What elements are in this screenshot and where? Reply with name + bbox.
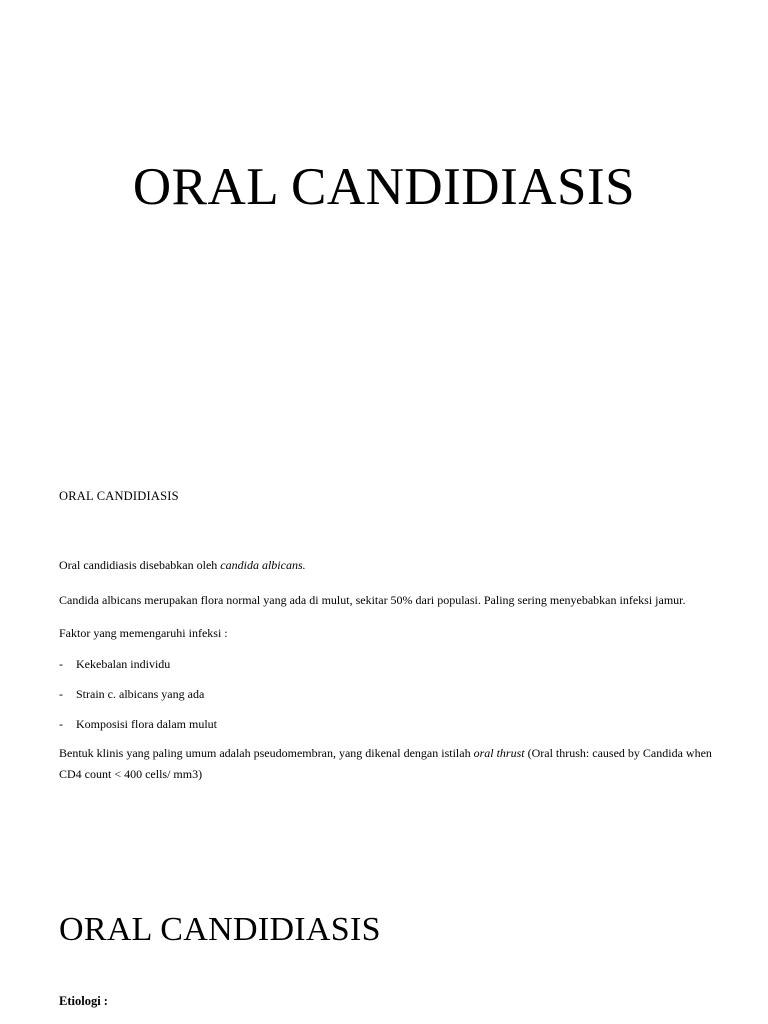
section-heading: ORAL CANDIDIASIS xyxy=(59,489,179,503)
paragraph-factors: Faktor yang memengaruhi infeksi : xyxy=(59,626,228,640)
bullet-dash: - xyxy=(59,657,63,671)
subheading-etiology: Etiologi : xyxy=(59,994,108,1008)
bullet-dash: - xyxy=(59,717,63,731)
bullet-dash: - xyxy=(59,687,63,701)
section-title: ORAL CANDIDIASIS xyxy=(59,911,381,948)
list-item-text: Kekebalan individu xyxy=(76,657,171,671)
paragraph-flora: Candida albicans merupakan flora normal yang ada di mulut, sekitar 50% dari populasi. Paling sering menyebabkan infeksi jamur. xyxy=(59,593,686,607)
list-item xyxy=(59,715,719,733)
list-item xyxy=(59,655,719,673)
paragraph-clinical-text: Bentuk klinis yang paling umum adalah pseudomembran, yang dikenal dengan istilah xyxy=(59,746,474,760)
paragraph-clinical-rest: (Oral thrush: caused by Candida when CD4 count < 400 cells/ mm3) xyxy=(59,746,712,781)
section-content xyxy=(59,487,719,785)
list-item xyxy=(59,685,719,703)
list-item-text: Strain c. albicans yang ada xyxy=(76,687,205,701)
paragraph-cause xyxy=(59,556,719,574)
paragraph-cause-text: Oral candidiasis disebabkan oleh xyxy=(59,558,221,572)
list-item-text: Komposisi flora dalam mulut xyxy=(76,717,217,731)
cover-title: ORAL CANDIDIASIS xyxy=(132,158,636,216)
paragraph-clinical-italic: oral thrust xyxy=(473,746,525,760)
paragraph-clinical-form xyxy=(59,743,719,785)
factor-list xyxy=(59,655,719,733)
paragraph-cause-italic: candida albicans. xyxy=(220,558,306,572)
